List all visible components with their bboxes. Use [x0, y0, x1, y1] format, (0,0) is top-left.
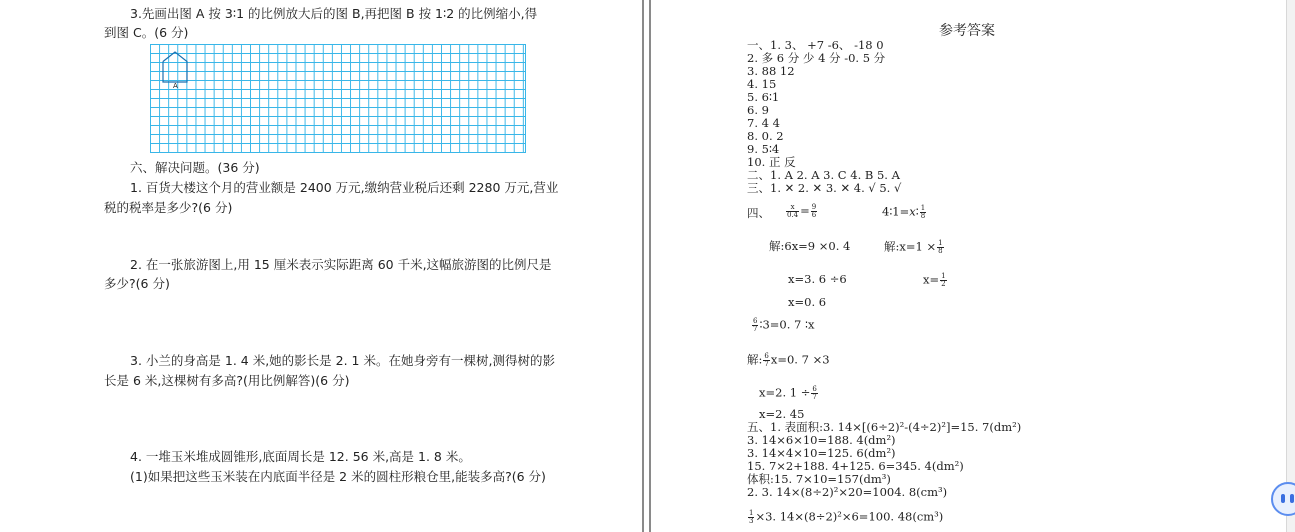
q3-text-line1: 3.先画出图 A 按 3∶1 的比例放大后的图 B,再把图 B 按 1∶2 的比例缩小,得: [130, 6, 538, 21]
answers-title: 参考答案: [939, 23, 995, 39]
answer-1-6: 6. 9: [747, 103, 769, 117]
answer-1-5: 5. 6∶1: [747, 90, 780, 104]
answer-1-3: 3. 88 12: [747, 64, 795, 78]
problem3-line2: 长是 6 米,这棵树有多高?(用比例解答)(6 分): [104, 373, 350, 388]
answer-4-step7: x=2. 45: [759, 407, 805, 421]
answer-5-2: 3. 14×6×10=188. 4(dm²): [747, 433, 896, 447]
problem2-line2: 多少?(6 分): [104, 276, 170, 291]
vertical-scrollbar[interactable]: [1286, 0, 1295, 532]
answer-4-solve3: 解: $\frac{6}{7}$ x=0. 7 ×3: [747, 352, 830, 368]
answer-5-7: $\frac{1}{3}$ ×3. 14×(8÷2)²×6=100. 48(cm³): [749, 509, 944, 525]
answer-5-5: 体积:15. 7×10=157(dm³): [747, 472, 891, 486]
answer-4-eq1: $\frac{x}{0.4}$ = $\frac{9}{6}$: [787, 203, 817, 219]
assistant-eye-right: [1290, 494, 1294, 503]
answer-4-label: 四、: [747, 206, 770, 220]
problem2-line1: 2. 在一张旅游图上,用 15 厘米表示实际距离 60 千米,这幅旅游图的比例尺是: [130, 257, 552, 272]
problem4-line2: (1)如果把这些玉米装在内底面半径是 2 米的圆柱形粮仓里,能装多高?(6 分): [130, 469, 546, 484]
section6-title: 六、解决问题。(36 分): [130, 160, 260, 175]
q3-text-line2: 到图 C。(6 分): [104, 25, 189, 40]
answer-4-step3b: x= $\frac{1}{2}$: [923, 272, 946, 288]
answer-5-6: 2. 3. 14×(8÷2)²×20=1004. 8(cm³): [747, 485, 948, 499]
assistant-eye-left: [1281, 494, 1285, 503]
answer-1-9: 9. 5∶4: [747, 142, 780, 156]
answer-4-solve2: 解:x=1 × $\frac{1}{8}$: [884, 239, 943, 255]
problem3-line1: 3. 小兰的身高是 1. 4 米,她的影长是 2. 1 米。在她身旁有一棵树,测得树的影: [130, 353, 555, 368]
answer-4-q3: $\frac{6}{7}$ ∶3=0. 7 ∶x: [753, 317, 815, 333]
answer-4-step3: x=3. 6 ÷6: [788, 272, 847, 286]
answer-1-1: 一、1. 3、 +7 -6、 -18 0: [747, 38, 884, 52]
answer-1-4: 4. 15: [747, 77, 777, 91]
answer-3: 三、1. ✕ 2. ✕ 3. ✕ 4. √ 5. √: [747, 181, 902, 195]
figure-a-label: A: [173, 82, 178, 90]
figure-a: [150, 44, 190, 94]
right-page: [651, 0, 1285, 532]
left-page: [0, 0, 643, 532]
answer-2: 二、1. A 2. A 3. C 4. B 5. A: [747, 168, 900, 182]
answer-1-8: 8. 0. 2: [747, 129, 784, 143]
answer-1-2: 2. 多 6 分 少 4 分 -0. 5 分: [747, 51, 886, 65]
answer-1-7: 7. 4 4: [747, 116, 780, 130]
answer-5-3: 3. 14×4×10=125. 6(dm²): [747, 446, 896, 460]
drawing-grid: [150, 44, 526, 153]
answer-1-10: 10. 正 反: [747, 155, 796, 169]
answer-4-step6: x=2. 1 ÷ $\frac{6}{7}$: [759, 385, 817, 401]
answer-4-step4: x=0. 6: [788, 295, 827, 309]
problem1-line1: 1. 百货大楼这个月的营业额是 2400 万元,缴纳营业税后还剩 2280 万元,营业: [130, 180, 559, 195]
answer-5-4: 15. 7×2+188. 4+125. 6=345. 4(dm²): [747, 459, 964, 473]
answer-4-eq2: 4∶1=x∶ $\frac{1}{8}$: [882, 204, 926, 220]
answer-5-1: 五、1. 表面积:3. 14×[(6÷2)²-(4÷2)²]=15. 7(dm²): [747, 420, 1022, 434]
problem1-line2: 税的税率是多少?(6 分): [104, 200, 233, 215]
answer-4-solve1: 解:6x=9 ×0. 4: [769, 239, 851, 253]
problem4-line1: 4. 一堆玉米堆成圆锥形,底面周长是 12. 56 米,高是 1. 8 米。: [130, 449, 471, 464]
